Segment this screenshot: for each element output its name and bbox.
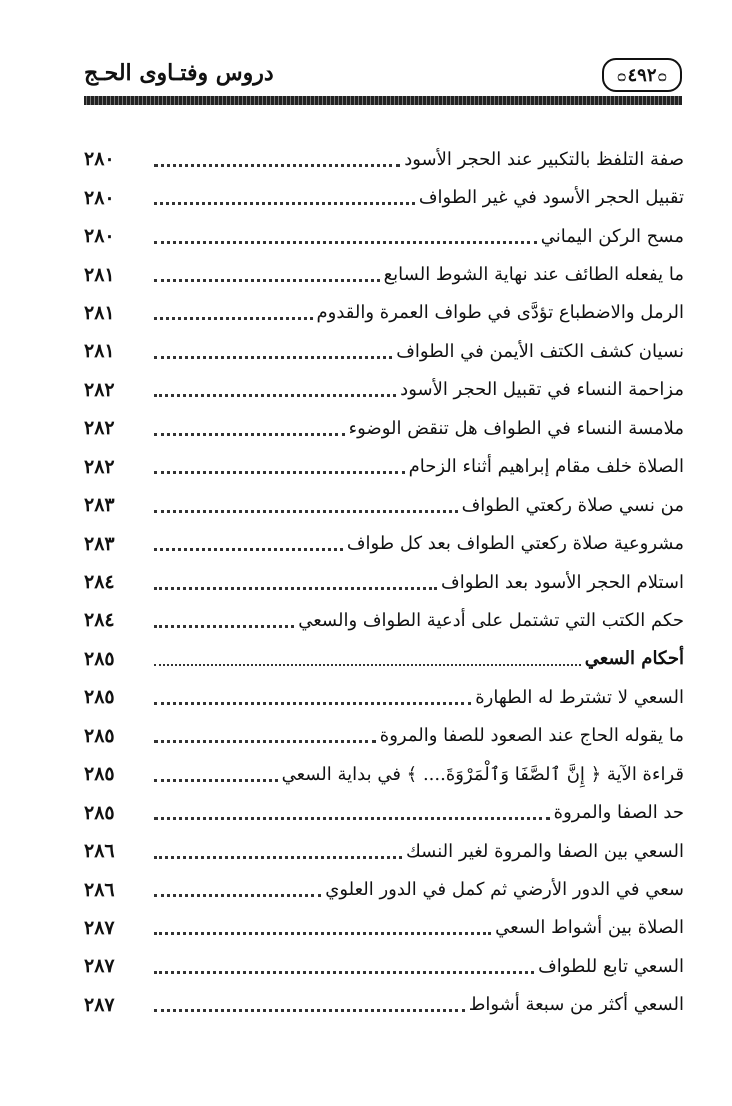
toc-page-number: ٢٨٤ [84,609,115,632]
toc-entry-title: السعي بين الصفا والمروة لغير النسك [406,840,684,862]
toc-row [84,255,684,293]
toc-page-number: ٢٨٢ [84,455,115,478]
toc-page-number: ٢٨٥ [84,647,115,670]
dot-leader [154,202,415,205]
dot-leader [154,817,550,820]
toc-entry-title: من نسي صلاة ركعتي الطواف [461,494,684,516]
dot-leader [154,664,581,666]
dot-leader [154,894,321,897]
toc-entry-title: تقبيل الحجر الأسود في غير الطواف [418,187,684,209]
toc-page-number: ٢٨٠ [84,148,115,171]
dot-leader [154,279,380,282]
toc-row [84,947,684,985]
dot-leader [154,471,405,474]
toc-page-number: ٢٨١ [84,340,115,363]
toc-page-number: ٢٨٣ [84,532,115,555]
dot-leader [154,856,402,859]
toc-row [84,755,684,793]
toc-row [84,371,684,409]
dot-leader [154,356,392,359]
header-rule [84,96,682,105]
toc-page-number: ٢٨٠ [84,225,115,248]
toc-entry-title: قراءة الآية ﴿ إِنَّ ٱلصَّفَا وَٱلْمَرْوَةَ.... ﴾ في بداية السعي [281,763,684,785]
dot-leader [154,241,537,244]
toc-page-number: ٢٨٢ [84,378,115,401]
dot-leader [154,317,313,320]
ornament-icon: ۝ [658,67,667,83]
toc-section-heading: أحكام السعي [584,648,684,670]
toc-page-number: ٢٨٢ [84,417,115,440]
dot-leader [154,587,437,590]
toc-entry-title: سعي في الدور الأرضي ثم كمل في الدور العلوي [325,879,684,901]
dot-leader [154,548,343,551]
toc-page-number: ٢٨٥ [84,763,115,786]
toc-entry-title: السعي أكثر من سبعة أشواط [468,994,684,1016]
table-of-contents [84,140,684,1024]
toc-entry-title: الصلاة بين أشواط السعي [495,917,684,939]
toc-entry-title: الرمل والاضطباع تؤدَّى في طواف العمرة والقدوم [316,302,684,324]
dot-leader [154,625,294,628]
toc-page-number: ٢٨٠ [84,186,115,209]
toc-page-number: ٢٨٧ [84,916,115,939]
ornament-icon: ۝ [617,67,626,83]
toc-entry-title: الصلاة خلف مقام إبراهيم أثناء الزحام [408,456,684,478]
dot-leader [154,740,376,743]
toc-entry-title: مشروعية صلاة ركعتي الطواف بعد كل طواف [346,533,684,555]
toc-row [84,448,684,486]
toc-page-number: ٢٨٥ [84,686,115,709]
toc-row [84,140,684,178]
dot-leader [154,164,400,167]
toc-row [84,217,684,255]
dot-leader [154,779,278,782]
toc-entry-title: حد الصفا والمروة [553,802,684,824]
toc-row [84,601,684,639]
dot-leader [154,932,491,935]
toc-row [84,486,684,524]
toc-page-number: ٢٨٥ [84,724,115,747]
dot-leader [154,702,471,705]
toc-entry-title: السعي تابع للطواف [538,955,684,977]
toc-row [84,332,684,370]
page-number: ٤٩٢ [627,64,657,86]
page-header [84,58,682,98]
toc-entry-title: مزاحمة النساء في تقبيل الحجر الأسود [400,379,684,401]
toc-row [84,986,684,1024]
toc-row [84,717,684,755]
toc-row [84,832,684,870]
toc-row [84,563,684,601]
toc-row [84,524,684,562]
toc-page-number: ٢٨٤ [84,571,115,594]
toc-row [84,640,684,678]
toc-entry-title: استلام الحجر الأسود بعد الطواف [441,571,684,593]
toc-entry-title: ملامسة النساء في الطواف هل تنقض الوضوء [348,417,684,439]
toc-row [84,409,684,447]
book-title: دروس وفتـاوى الحـج [84,60,274,86]
toc-page-number: ٢٨٦ [84,878,115,901]
toc-entry-title: ما يقوله الحاج عند الصعود للصفا والمروة [379,725,684,747]
toc-page-number: ٢٨١ [84,301,115,324]
dot-leader [154,971,534,974]
toc-row [84,178,684,216]
dot-leader [154,394,396,397]
toc-page-number: ٢٨٧ [84,993,115,1016]
toc-entry-title: صفة التلفظ بالتكبير عند الحجر الأسود [404,148,684,170]
toc-page-number: ٢٨٧ [84,955,115,978]
toc-entry-title: ما يفعله الطائف عند نهاية الشوط السابع [383,264,684,286]
dot-leader [154,510,458,513]
toc-entry-title: السعي لا تشترط له الطهارة [475,686,684,708]
toc-page-number: ٢٨٣ [84,494,115,517]
toc-row [84,909,684,947]
page-number-badge [602,58,682,92]
dot-leader [154,433,345,436]
toc-page-number: ٢٨١ [84,263,115,286]
toc-entry-title: نسيان كشف الكتف الأيمن في الطواف [396,340,684,362]
dot-leader [154,1009,465,1012]
toc-entry-title: مسح الركن اليماني [540,225,684,247]
toc-page-number: ٢٨٥ [84,801,115,824]
toc-row [84,870,684,908]
toc-page-number: ٢٨٦ [84,840,115,863]
toc-row [84,678,684,716]
toc-row [84,294,684,332]
toc-row [84,793,684,831]
toc-entry-title: حكم الكتب التي تشتمل على أدعية الطواف والسعي [298,609,684,631]
